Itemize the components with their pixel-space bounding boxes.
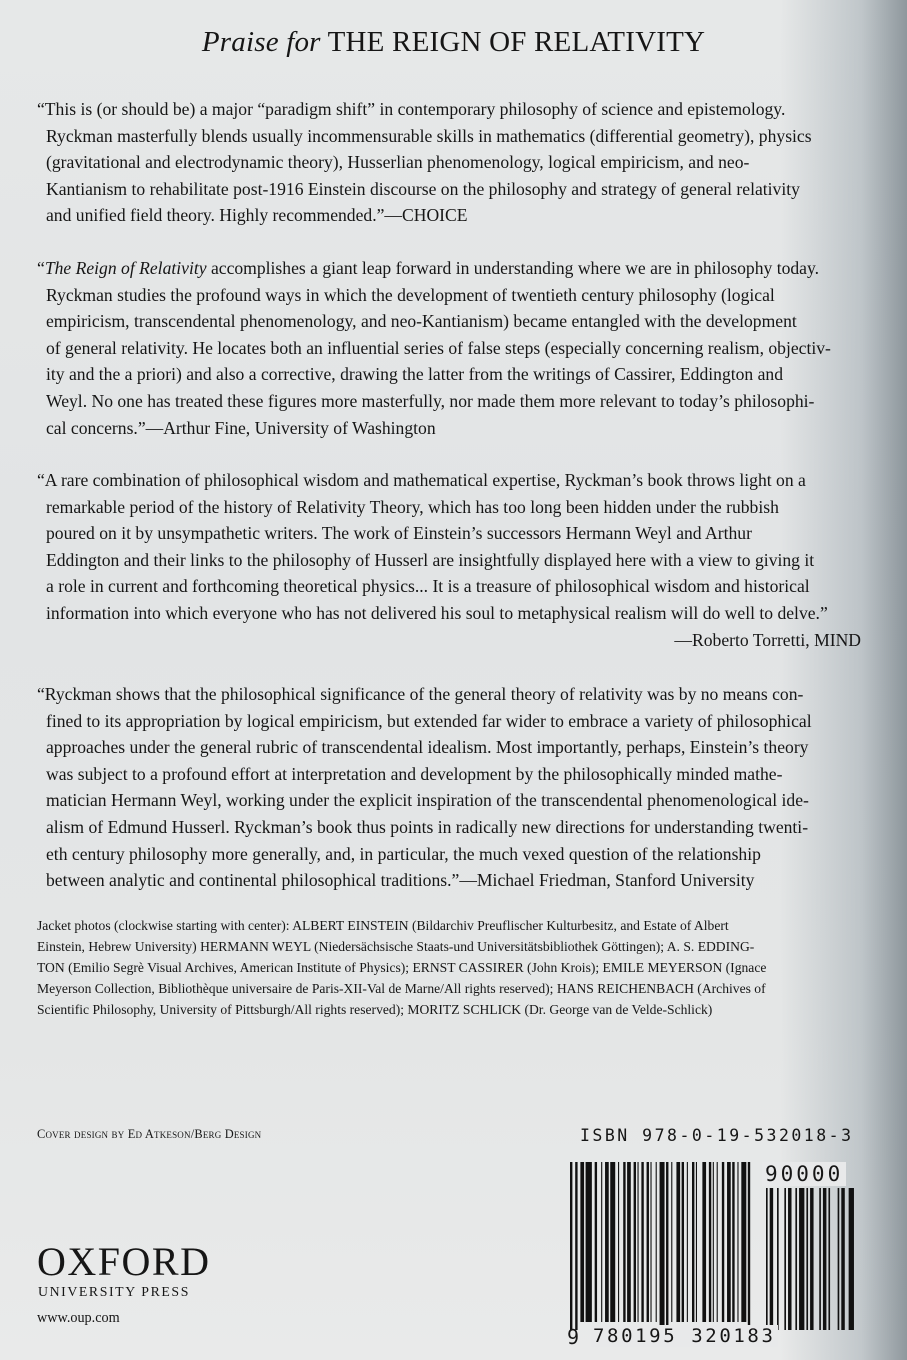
barcode-bar bbox=[627, 1162, 631, 1322]
barcode-bar bbox=[634, 1162, 636, 1322]
barcode-bar bbox=[610, 1162, 615, 1322]
quote-line: ity and the a priori) and also a corrective, drawing the latter from the writings of Cassirer, Eddington and bbox=[46, 364, 784, 385]
quote-line: “This is (or should be) a major “paradigm shift” in contemporary philosophy of science and epistemology. bbox=[37, 99, 786, 119]
barcode-bar bbox=[618, 1162, 619, 1322]
barcode-bar bbox=[748, 1162, 750, 1330]
barcode-bar bbox=[788, 1188, 791, 1330]
barcode-bar bbox=[741, 1162, 746, 1322]
quote-line: Ryckman masterfully blends usually incommensurable skills in mathematics (differential geometry), physics bbox=[46, 125, 812, 146]
barcode-bar bbox=[766, 1188, 768, 1330]
barcode-bar bbox=[823, 1188, 826, 1330]
barcode-bar bbox=[819, 1188, 821, 1330]
barcode-bar bbox=[660, 1162, 665, 1330]
ean-prefix-digit: 9 bbox=[567, 1325, 580, 1349]
barcode-bar bbox=[676, 1162, 680, 1322]
barcode-bar bbox=[784, 1188, 786, 1330]
review-arthur-fine bbox=[37, 255, 863, 441]
ean-digits: 780195 320183 bbox=[593, 1325, 776, 1347]
quote-line: Eddington and their links to the philosophy of Husserl are insightfully displayed here with a view to giving it bbox=[46, 549, 815, 570]
barcode-bar bbox=[666, 1162, 668, 1330]
quote-line: and unified field theory. Highly recommended.”—CHOICE bbox=[46, 205, 468, 226]
barcode-bar bbox=[717, 1162, 718, 1322]
review-torretti bbox=[37, 467, 863, 653]
barcode-icon bbox=[570, 1162, 860, 1352]
publisher-url: www.oup.com bbox=[37, 1310, 120, 1326]
barcode-bar bbox=[722, 1162, 724, 1322]
quote-line: “A rare combination of philosophical wisdom and mathematical expertise, Ryckman’s book throws light on a bbox=[37, 470, 806, 490]
credits-line: Meyerson Collection, Bibliothèque universaire de Paris-XII-Val de Marne/All rights reserved); HANS REICHENBACH (Archives of bbox=[37, 981, 766, 996]
barcode-bar bbox=[713, 1162, 714, 1322]
barcode-bar bbox=[595, 1162, 597, 1322]
quote-line: poured on it by unsympathetic writers. The work of Einstein’s successors Hermann Weyl and Arthur bbox=[46, 523, 752, 544]
barcode-bar bbox=[586, 1162, 592, 1322]
barcode-bar bbox=[727, 1162, 731, 1322]
credits-line: Scientific Philosophy, University of Pittsburgh/All rights reserved); MORITZ SCHLICK (Dr. George van de Velde-Schlick) bbox=[37, 1002, 713, 1017]
quote-line: Ryckman studies the profound ways in which the development of twentieth century philosophy (logical bbox=[46, 284, 775, 305]
barcode-bar bbox=[641, 1162, 643, 1322]
quote-line: between analytic and continental philosophical traditions.”—Michael Friedman, Stanford University bbox=[46, 870, 755, 891]
quote-line: eth century philosophy more generally, and, in particular, the much vexed question of the relationship bbox=[46, 843, 761, 864]
barcode-bar bbox=[623, 1162, 625, 1322]
barcode-bar bbox=[810, 1188, 813, 1330]
heading-lead: Praise for bbox=[201, 26, 321, 58]
barcode-bar bbox=[732, 1162, 734, 1322]
barcode-bar bbox=[580, 1162, 584, 1322]
quote-line: empiricism, transcendental phenomenology, and neo-Kantianism) became entangled with the development bbox=[46, 311, 797, 332]
quote-line: Kantianism to rehabilitate post-1916 Einstein discourse on the philosophy and strategy of general relativity bbox=[46, 178, 800, 199]
barcode-bar bbox=[841, 1188, 844, 1330]
heading-book-title: THE REIGN OF RELATIVITY bbox=[327, 26, 706, 58]
cover-design-credit bbox=[37, 1127, 261, 1142]
quote-line: matician Hermann Weyl, working under the explicit inspiration of the transcendental phenomenological ide- bbox=[46, 790, 809, 811]
cover-designer-name: Ed Atkeson/Berg Design bbox=[127, 1127, 262, 1141]
quote-line: was subject to a profound effort at interpretation and development by the philosophically minded mathe- bbox=[46, 763, 783, 784]
review-choice bbox=[37, 96, 863, 229]
barcode-bar bbox=[671, 1162, 672, 1322]
publisher-logo: OXFORD bbox=[37, 1239, 211, 1284]
barcode-bar bbox=[575, 1162, 577, 1330]
price-code: 90000 bbox=[762, 1162, 846, 1186]
barcode-bar bbox=[795, 1188, 797, 1330]
credits-line: Einstein, Hebrew University) HERMANN WEYL (Niedersächsische Staats-und Universitätsbibliothek Göttingen); A. S. EDDING- bbox=[37, 939, 755, 954]
barcode-block bbox=[567, 1162, 860, 1352]
barcode-bar bbox=[799, 1188, 804, 1330]
cover-design-label: Cover design by bbox=[37, 1127, 125, 1141]
barcode-bar bbox=[702, 1162, 706, 1322]
jacket-photo-credits bbox=[37, 915, 863, 1020]
quote-attribution: —Roberto Torretti, MIND bbox=[674, 629, 861, 650]
credits-line: TON (Emilio Segrè Visual Archives, American Institute of Physics); ERNST CASSIRER (John Krois); EMILE MEYERSON (Ignace bbox=[37, 960, 767, 975]
barcode-bar bbox=[687, 1162, 688, 1322]
barcode-bar bbox=[849, 1188, 854, 1330]
quote-line: cal concerns.”—Arthur Fine, University of Washington bbox=[46, 417, 436, 438]
quote-line: Weyl. No one has treated these figures more masterfully, nor made them more relevant to today’s philosophi- bbox=[46, 390, 815, 411]
isbn-text: ISBN 978-0-19-532018-3 bbox=[580, 1126, 854, 1145]
barcode-bar bbox=[605, 1162, 609, 1322]
barcode-bar bbox=[682, 1162, 684, 1322]
barcode-bar bbox=[770, 1188, 773, 1330]
barcode-bar bbox=[601, 1162, 602, 1322]
quote-line: remarkable period of the history of Relativity Theory, which has too long been hidden under the rubbish bbox=[46, 496, 779, 517]
barcode-bar bbox=[777, 1188, 779, 1330]
quote-line: approaches under the general rubric of transcendental idealism. Most importantly, perhaps, Einstein’s theory bbox=[46, 737, 809, 758]
page-title bbox=[0, 26, 907, 59]
publisher-subname: UNIVERSITY PRESS bbox=[38, 1284, 190, 1299]
quote-line: of general relativity. He locates both an influential series of false steps (especially concerning realism, objectiv- bbox=[46, 337, 831, 358]
quote-line-rest: accomplishes a giant leap forward in understanding where we are in philosophy today. bbox=[206, 258, 820, 278]
book-title-italic: The Reign of Relativity bbox=[44, 258, 207, 278]
quote-line: fined to its appropriation by logical empiricism, but extended far wider to embrace a variety of philosophical bbox=[46, 710, 812, 731]
open-quote: “ bbox=[37, 258, 45, 278]
barcode-bar bbox=[692, 1162, 694, 1322]
credits-line: Jacket photos (clockwise starting with center): ALBERT EINSTEIN (Bildarchiv Preuflischer Kulturbesitz, and Estate of Albert bbox=[37, 918, 729, 933]
barcode-bar bbox=[737, 1162, 738, 1322]
barcode-bar bbox=[650, 1162, 651, 1322]
barcode-bar bbox=[806, 1188, 808, 1330]
quote-line: alism of Edmund Husserl. Ryckman’s book thus points in radically new directions for understanding twenti- bbox=[46, 816, 809, 837]
quote-line: (gravitational and electrodynamic theory), Husserlian phenomenology, logical empiricism, and neo- bbox=[46, 152, 750, 173]
quote-line: a role in current and forthcoming theoretical physics... It is a treasure of philosophical wisdom and historical bbox=[46, 576, 810, 597]
barcode-bar bbox=[647, 1162, 649, 1322]
barcode-bar bbox=[570, 1162, 572, 1330]
quote-line: “Ryckman shows that the philosophical significance of the general theory of relativity was by no means con- bbox=[37, 684, 804, 704]
review-friedman bbox=[37, 681, 863, 894]
barcode-bar bbox=[838, 1188, 840, 1330]
barcode-bar bbox=[656, 1162, 657, 1322]
barcode-bar bbox=[828, 1188, 830, 1330]
barcode-bar bbox=[637, 1162, 638, 1322]
quote-line: information into which everyone who has not delivered his soul to metaphysical realism will do well to delve.” bbox=[46, 602, 828, 623]
barcode-bar bbox=[696, 1162, 697, 1322]
quote-line-first bbox=[37, 255, 863, 282]
barcode-bar bbox=[709, 1162, 711, 1322]
